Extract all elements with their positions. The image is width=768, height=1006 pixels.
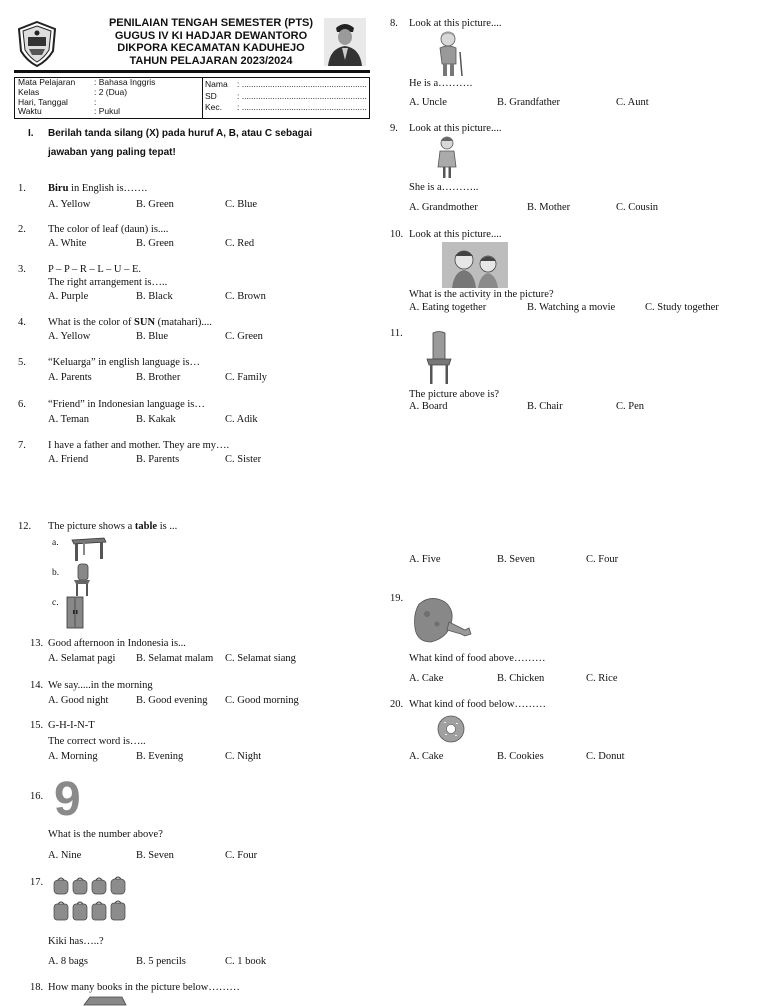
option-b[interactable]: B. Chicken xyxy=(497,673,545,684)
question-text-2: What kind of food above……… xyxy=(409,653,546,664)
question-number: 13. xyxy=(30,638,44,649)
option-b[interactable]: B. Cookies xyxy=(497,751,544,762)
question-keyword: table xyxy=(134,521,158,532)
option-c[interactable]: C. Four xyxy=(225,850,258,861)
option-a[interactable]: A. Yellow xyxy=(48,331,91,342)
question-text: What kind of food below……… xyxy=(409,699,547,710)
option-a[interactable]: A. Uncle xyxy=(409,97,447,108)
question-number: 15. xyxy=(30,720,44,731)
option-a[interactable]: a. xyxy=(52,538,59,548)
instruction-number: I. xyxy=(28,128,34,139)
question-number: 6. xyxy=(18,399,26,410)
question-text-post: is ... xyxy=(157,521,178,532)
question-text: I have a father and mother. They are my…. xyxy=(48,440,230,451)
option-b[interactable]: B. Kakak xyxy=(136,414,176,425)
question-number: 10. xyxy=(390,229,404,240)
option-c[interactable]: C. Adik xyxy=(225,414,258,425)
question-text: “Friend” in Indonesian language is… xyxy=(48,399,205,410)
info-left xyxy=(18,77,156,117)
question-number: 2. xyxy=(18,224,26,235)
question-text-2: The picture above is? xyxy=(409,389,500,400)
time-value: : Pukul xyxy=(94,106,120,117)
class-label: Kelas xyxy=(18,86,40,97)
girl-icon xyxy=(435,135,459,179)
question-text-post: (matahari).... xyxy=(155,317,212,328)
question-text: We say.....in the morning xyxy=(48,680,153,691)
header-rule xyxy=(14,70,370,73)
option-b[interactable]: B. Good evening xyxy=(136,695,208,706)
option-c[interactable]: C. Cousin xyxy=(616,202,659,213)
girl-picture xyxy=(435,135,459,179)
option-a[interactable]: A. Teman xyxy=(48,414,90,425)
grandfather-icon xyxy=(434,30,470,78)
option-a[interactable]: A. White xyxy=(48,238,87,249)
question-number: 19. xyxy=(390,593,404,604)
question-text xyxy=(48,183,147,194)
option-b[interactable]: B. Mother xyxy=(527,202,571,213)
option-b[interactable]: B. Selamat malam xyxy=(136,653,214,664)
question-text: Good afternoon in Indonesia is... xyxy=(48,638,186,649)
date-value: : xyxy=(94,96,97,107)
question-number: 18. xyxy=(30,982,44,993)
table-icon xyxy=(68,536,108,562)
question-text-2: She is a……….. xyxy=(409,182,479,193)
option-b[interactable]: b. xyxy=(52,568,60,578)
option-a[interactable]: A. Morning xyxy=(48,751,98,762)
option-b[interactable]: B. Evening xyxy=(136,751,184,762)
chair-picture xyxy=(423,331,455,385)
question-text: Look at this picture.... xyxy=(409,123,502,134)
option-b[interactable]: B. Green xyxy=(136,238,174,249)
chair-icon xyxy=(70,562,94,598)
question-text-2: What is the activity in the picture? xyxy=(409,289,554,300)
option-c[interactable]: C. Family xyxy=(225,372,268,383)
question-text-pre: What is the color of xyxy=(48,317,135,328)
donut-picture xyxy=(436,714,466,744)
option-c[interactable]: C. Donut xyxy=(586,751,625,762)
grandfather-picture xyxy=(434,30,470,78)
option-a[interactable]: A. Grandmother xyxy=(409,202,478,213)
fried-chicken-icon xyxy=(411,594,473,646)
option-b[interactable]: B. Watching a movie xyxy=(527,302,616,313)
option-c[interactable]: C. Study together xyxy=(645,302,719,313)
books-icon xyxy=(82,995,128,1006)
question-text-2: The correct word is….. xyxy=(48,736,146,747)
school-logo xyxy=(17,21,57,67)
name-field[interactable]: : ..................................................... xyxy=(237,79,367,89)
question-keyword: SUN xyxy=(134,317,156,328)
name-label: Nama xyxy=(205,79,228,89)
date-label: Hari, Tanggal xyxy=(18,96,68,107)
question-number: 1. xyxy=(18,183,26,194)
option-c[interactable]: c. xyxy=(52,598,59,608)
question-text-2: Kiki has…..? xyxy=(48,936,104,947)
question-text: How many books in the picture below……… xyxy=(48,982,240,993)
question-number: 8. xyxy=(390,18,398,29)
option-a[interactable]: A. Nine xyxy=(48,850,82,861)
question-number: 9. xyxy=(390,123,398,134)
question-number: 5. xyxy=(18,357,26,368)
question-text xyxy=(48,317,212,328)
option-c[interactable]: C. Blue xyxy=(225,199,258,210)
option-c[interactable]: C. 1 book xyxy=(225,956,267,967)
option-b[interactable]: B. 5 pencils xyxy=(136,956,186,967)
question-text: “Keluarga” in english language is… xyxy=(48,357,201,368)
books-picture xyxy=(82,995,128,1006)
option-a[interactable]: A. Good night xyxy=(48,695,109,706)
question-text-rest: in English is……. xyxy=(68,183,148,194)
option-c[interactable]: C. Aunt xyxy=(616,97,649,108)
instruction-line-2: jawaban yang paling tepat! xyxy=(48,147,176,158)
option-a[interactable]: A. Five xyxy=(409,554,441,565)
question-number: 3. xyxy=(18,264,26,275)
question-text: Look at this picture.... xyxy=(409,18,502,29)
option-b[interactable]: B. Brother xyxy=(136,372,181,383)
title-line-2: GUGUS IV KI HADJAR DEWANTORO xyxy=(114,29,308,42)
question-text: The color of leaf (daun) is.... xyxy=(48,224,169,235)
option-c-picture[interactable] xyxy=(64,596,88,630)
subject-value: : Bahasa Inggris xyxy=(94,77,156,87)
chair-icon xyxy=(423,331,455,385)
option-a[interactable]: A. Friend xyxy=(48,454,89,465)
bags-picture xyxy=(52,876,130,924)
option-a[interactable]: A. Board xyxy=(409,401,448,412)
option-a[interactable]: A. Parents xyxy=(48,372,92,383)
question-text-2: The right arrangement is….. xyxy=(48,277,168,288)
option-b[interactable]: B. Chair xyxy=(527,401,563,412)
question-number: 7. xyxy=(18,440,26,451)
option-a[interactable]: A. Eating together xyxy=(409,302,487,313)
option-b[interactable]: B. Green xyxy=(136,199,174,210)
option-c[interactable]: C. Green xyxy=(225,331,263,342)
question-text: P – P – R – L – U – E. xyxy=(48,264,142,275)
subject-label: Mata Pelajaran xyxy=(18,77,76,87)
option-b[interactable]: B. Black xyxy=(136,291,173,302)
time-label: Waktu xyxy=(18,106,42,117)
option-a[interactable]: A. Cake xyxy=(409,673,444,684)
title-line-1: PENILAIAN TENGAH SEMESTER (PTS) xyxy=(108,17,314,29)
bags-icon xyxy=(52,876,130,924)
cupboard-icon xyxy=(64,596,88,630)
question-number: 11. xyxy=(390,328,403,339)
question-number: 16. xyxy=(30,791,44,802)
district-label: Kec. xyxy=(205,102,223,112)
class-value: : 2 (Dua) xyxy=(94,86,128,97)
option-c[interactable]: C. Night xyxy=(225,751,262,762)
option-c[interactable]: C. Sister xyxy=(225,454,262,465)
study-picture xyxy=(442,242,508,288)
school-field[interactable]: : ..................................................... xyxy=(237,90,367,101)
question-number: 20. xyxy=(390,699,404,710)
option-c[interactable]: C. Selamat siang xyxy=(225,653,296,664)
option-a[interactable]: A. Purple xyxy=(48,291,89,302)
option-b[interactable]: B. Blue xyxy=(136,331,169,342)
title-line-4: TAHUN PELAJARAN 2023/2024 xyxy=(129,54,293,67)
option-c[interactable]: C. Rice xyxy=(586,673,618,684)
portrait-icon xyxy=(324,18,366,66)
option-a[interactable]: A. Selamat pagi xyxy=(48,653,116,664)
regency-emblem-icon xyxy=(17,21,57,67)
question-number: 14. xyxy=(30,680,44,691)
option-b[interactable]: B. Seven xyxy=(136,850,174,861)
question-number: 4. xyxy=(18,317,26,328)
option-c[interactable]: C. Brown xyxy=(225,291,266,302)
question-text-2: He is a………. xyxy=(409,78,473,89)
question-number: 12. xyxy=(18,521,32,532)
option-a[interactable]: A. 8 bags xyxy=(48,956,88,967)
instruction-line-1: Berilah tanda silang (X) pada huruf A, B, atau C sebagai xyxy=(48,128,313,139)
exam-title xyxy=(95,17,327,67)
option-b-picture[interactable] xyxy=(70,562,94,598)
school-label: SD xyxy=(205,90,217,101)
donut-icon xyxy=(436,714,466,744)
question-text-2: What is the number above? xyxy=(48,829,163,840)
info-right xyxy=(205,79,367,115)
question-keyword: Biru xyxy=(48,183,69,194)
portrait-photo xyxy=(324,18,366,66)
option-c[interactable]: C. Good morning xyxy=(225,695,299,706)
question-text: Look at this picture.... xyxy=(409,229,502,240)
title-line-3: DIKPORA KECAMATAN KADUHEJO xyxy=(117,42,305,55)
option-c[interactable]: C. Red xyxy=(225,238,255,249)
option-b[interactable]: B. Grandfather xyxy=(497,97,560,108)
study-together-icon xyxy=(442,242,508,288)
option-c[interactable]: C. Four xyxy=(586,554,619,565)
option-b[interactable]: B. Parents xyxy=(136,454,180,465)
option-a[interactable]: A. Cake xyxy=(409,751,444,762)
chicken-picture xyxy=(411,594,473,646)
option-b[interactable]: B. Seven xyxy=(497,554,535,565)
district-field[interactable]: : ..................................................... xyxy=(237,102,367,112)
option-c[interactable]: C. Pen xyxy=(616,401,645,412)
question-text-pre: The picture shows a xyxy=(48,521,135,532)
question-number: 17. xyxy=(30,877,44,888)
question-text xyxy=(48,521,177,532)
option-a-picture[interactable] xyxy=(68,536,108,562)
question-text: G-H-I-N-T xyxy=(48,720,95,731)
option-a[interactable]: A. Yellow xyxy=(48,199,91,210)
number-picture: 9 xyxy=(54,773,81,826)
info-divider xyxy=(202,78,203,118)
